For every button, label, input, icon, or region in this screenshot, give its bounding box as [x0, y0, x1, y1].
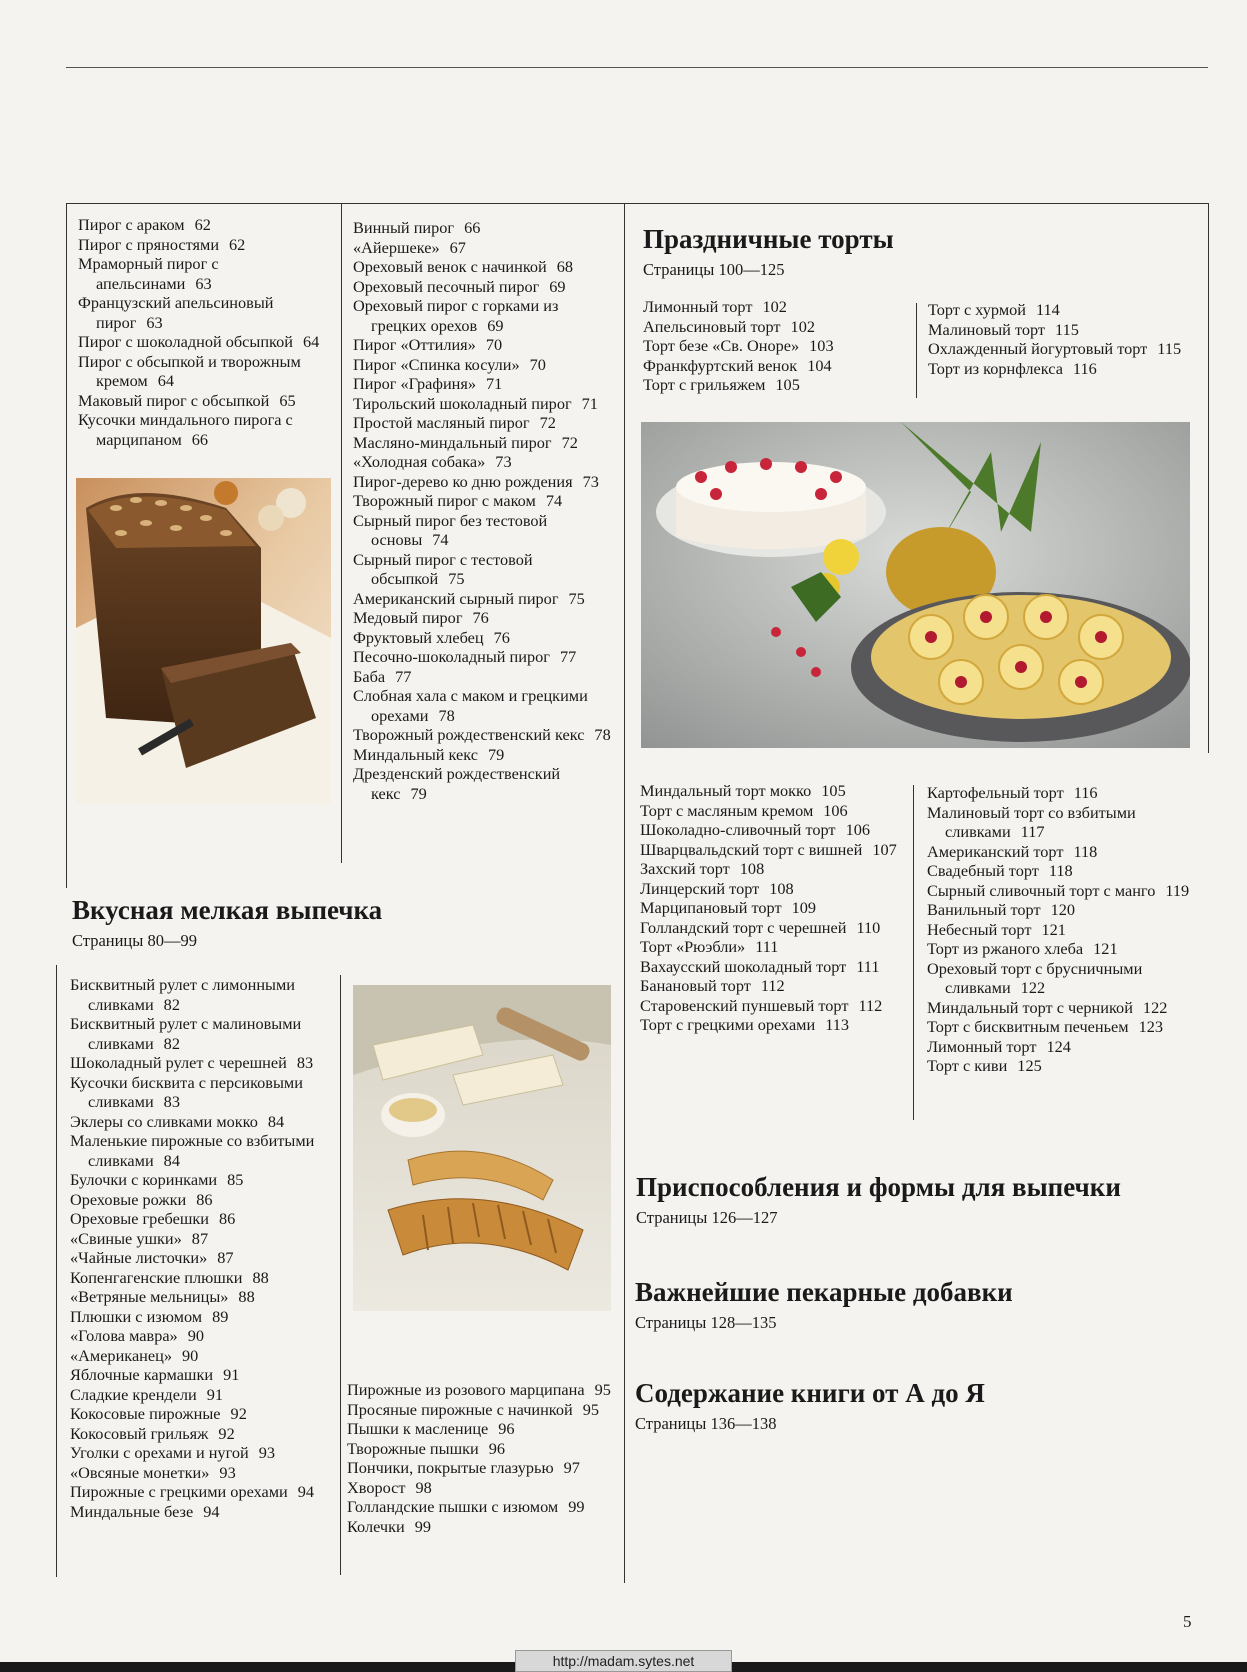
list-item: Вахаусский шоколадный торт 111	[640, 956, 880, 976]
list-item: Колечки 99	[347, 1516, 432, 1536]
cakes-b-right-list	[927, 783, 1205, 1076]
list-item: Шоколадно-сливочный торт 106	[640, 820, 870, 839]
page-number: 5	[1183, 1612, 1192, 1631]
section-title: Приспособления и формы для выпечки	[636, 1172, 1121, 1202]
list-item: Бисквитный рулет с малиновыми сливками 82	[70, 1014, 302, 1053]
col1-list	[78, 215, 333, 449]
list-item: Творожный пирог с маком 74	[353, 491, 563, 510]
section-pages: Страницы 100—125	[643, 260, 785, 279]
cake-photo-image	[641, 422, 1190, 748]
list-item: Пирог «Спинка косули» 70	[353, 354, 546, 374]
frame-right-rule	[1208, 203, 1209, 753]
list-item: «Холодная собака» 73	[353, 452, 512, 471]
cakes-a-left-list	[643, 297, 908, 395]
list-item: Марципановый торт 109	[640, 898, 816, 917]
list-item: Песочно-шоколадный пирог 77	[353, 647, 577, 666]
list-item: Картофельный торт 116	[927, 783, 1098, 802]
section-pages: Страницы 136—138	[635, 1414, 777, 1433]
list-item: «Голова мавра» 90	[70, 1326, 204, 1345]
section-pages: Страницы 126—127	[636, 1208, 778, 1227]
cakes-b-left-list	[640, 781, 910, 1035]
list-item: Миндальные безе 94	[70, 1501, 220, 1521]
list-item: Торт с киви 125	[927, 1056, 1042, 1075]
section-pages: Страницы 80—99	[72, 931, 197, 950]
index-section	[635, 1378, 1200, 1434]
list-item: Малиновый торт 115	[928, 319, 1079, 339]
list-item: Слобная хала с маком и грецкими орехами 78	[353, 686, 588, 725]
list-item: Плюшки с изюмом 89	[70, 1306, 229, 1326]
list-item: Ореховые рожки 86	[70, 1189, 213, 1209]
list-item: Апельсиновый торт 102	[643, 316, 815, 336]
list-item: Масляно-миндальный пирог 72	[353, 432, 578, 452]
list-item: Торт с бисквитным печеньем 123	[927, 1017, 1163, 1036]
list-item: Кокосовые пирожные 92	[70, 1404, 247, 1423]
list-item: Ореховый песочный пирог 69	[353, 276, 566, 296]
list-item: Копенгагенские плюшки 88	[70, 1267, 269, 1287]
section-title: Праздничные торты	[643, 224, 894, 254]
list-item: Торт с грецкими орехами 113	[640, 1015, 850, 1034]
list-item: Простой масляный пирог 72	[353, 413, 556, 432]
list-item: Небесный торт 121	[927, 919, 1066, 939]
pastry-photo	[353, 985, 611, 1311]
list-item: Торт из ржаного хлеба 121	[927, 939, 1118, 958]
list-item: Кусочки миндального пирога с марципаном 66	[78, 410, 293, 449]
list-item: Голландский торт с черешней 110	[640, 917, 881, 937]
top-rule	[66, 67, 1208, 68]
list-item: Сырный пирог без тестовой основы 74	[353, 510, 548, 549]
list-item: «Свиные ушки» 87	[70, 1228, 209, 1248]
list-item: Ореховый пирог с горками из грецких орехов 69	[353, 296, 559, 335]
list-item: Сырный сливочный торт с манго 119	[927, 880, 1190, 900]
list-item: Миндальный торт мокко 105	[640, 781, 846, 800]
list-item: Шварцвальдский торт с вишней 107	[640, 839, 897, 859]
section-title: Вкусная мелкая выпечка	[72, 895, 383, 925]
list-item: Маленькие пирожные со взбитыми сливками 84	[70, 1131, 315, 1170]
list-item: Торт «Рюэбли» 111	[640, 937, 779, 956]
frame-top-rule	[66, 203, 1208, 204]
list-item: «Американец» 90	[70, 1345, 199, 1365]
list-item: Малиновый торт со взбитыми сливками 117	[927, 802, 1136, 841]
list-item: Пирожные из розового марципана 95	[347, 1380, 611, 1399]
frame-col-rule	[341, 203, 342, 863]
col2-list	[353, 218, 615, 803]
list-item: Пирог с араком 62	[78, 215, 211, 234]
list-item: Тирольский шоколадный пирог 71	[353, 393, 598, 413]
list-item: Миндальный торт с черникой 122	[927, 997, 1168, 1017]
list-item: Баба 77	[353, 666, 412, 686]
list-item: Американский сырный пирог 75	[353, 588, 585, 608]
list-item: Линцерский торт 108	[640, 878, 794, 898]
cakes-b-divider	[913, 785, 914, 1120]
list-item: Медовый пирог 76	[353, 608, 489, 627]
list-item: «Айершеке» 67	[353, 237, 466, 257]
section-title: Важнейшие пекарные добавки	[635, 1277, 1013, 1307]
list-item: Охлажденный йогуртовый торт 115	[928, 339, 1182, 358]
list-item: Творожный рождественский кекс 78	[353, 725, 611, 744]
list-item: Булочки с коринками 85	[70, 1170, 244, 1189]
small-pastry-right-list	[347, 1380, 612, 1536]
list-item: «Ветряные мельницы» 88	[70, 1287, 255, 1306]
list-item: Пончики, покрытые глазурью 97	[347, 1458, 580, 1477]
list-item: Захский торт 108	[640, 859, 765, 878]
bread-photo-image	[76, 478, 331, 804]
list-item: Дрезденский рождественский кекс 79	[353, 764, 561, 803]
list-item: Яблочные кармашки 91	[70, 1365, 240, 1384]
list-item: Старовенский пуншевый торт 112	[640, 995, 883, 1015]
lower-left-rule	[56, 965, 57, 1577]
list-item: Мраморный пирог с апельсинами 63	[78, 254, 219, 293]
list-item: Американский торт 118	[927, 841, 1098, 861]
list-item: Бисквитный рулет с лимонными сливками 82	[70, 975, 295, 1014]
list-item: «Чайные листочки» 87	[70, 1248, 234, 1267]
footer-url[interactable]: http://madam.sytes.net	[515, 1650, 732, 1672]
list-item: Банановый торт 112	[640, 976, 785, 995]
list-item: Творожные пышки 96	[347, 1438, 506, 1458]
tools-section	[636, 1172, 1201, 1228]
cake-photo	[641, 422, 1190, 748]
list-item: Эклеры со сливками мокко 84	[70, 1111, 285, 1131]
list-item: «Овсяные монетки» 93	[70, 1462, 236, 1482]
list-item: Торт из корнфлекса 116	[928, 358, 1097, 378]
section-title: Содержание книги от А до Я	[635, 1378, 985, 1408]
list-item: Маковый пирог с обсыпкой 65	[78, 390, 296, 410]
list-item: Пирог с пряностями 62	[78, 234, 246, 254]
list-item: Шоколадный рулет с черешней 83	[70, 1053, 314, 1072]
lower-mid-rule	[340, 975, 341, 1575]
small-pastry-left-list	[70, 975, 335, 1521]
list-item: Франкфуртский венок 104	[643, 355, 832, 375]
pastry-photo-image	[353, 985, 611, 1311]
list-item: Ореховый торт с брусничными сливками 122	[927, 958, 1143, 997]
list-item: Свадебный торт 118	[927, 861, 1073, 880]
list-item: Торт безе «Св. Оноре» 103	[643, 336, 834, 355]
list-item: Пирог «Оттилия» 70	[353, 335, 503, 354]
list-item: Лимонный торт 124	[927, 1036, 1071, 1056]
list-item: Пирог «Графиня» 71	[353, 374, 503, 393]
list-item: Просяные пирожные с начинкой 95	[347, 1399, 600, 1419]
list-item: Пирог с шоколадной обсыпкой 64	[78, 332, 320, 351]
list-item: Ореховый венок с начинкой 68	[353, 257, 574, 276]
list-item: Фруктовый хлебец 76	[353, 627, 510, 647]
list-item: Сырный пирог с тестовой обсыпкой 75	[353, 549, 533, 588]
additives-section	[635, 1277, 1200, 1333]
list-item: Торт с хурмой 114	[928, 300, 1060, 319]
cakes-header	[643, 224, 1193, 280]
list-item: Винный пирог 66	[353, 218, 481, 237]
small-pastry-header	[72, 895, 612, 951]
list-item: Голландские пышки с изюмом 99	[347, 1497, 585, 1516]
list-item: Ореховые гребешки 86	[70, 1209, 236, 1228]
list-item: Торт с грильяжем 105	[643, 375, 800, 394]
frame-left-rule	[66, 203, 67, 888]
list-item: Кусочки бисквита с персиковыми сливками 83	[70, 1072, 303, 1111]
section-pages: Страницы 128—135	[635, 1313, 777, 1332]
list-item: Ванильный торт 120	[927, 900, 1076, 919]
list-item: Пышки к масленице 96	[347, 1419, 515, 1438]
frame-center-rule	[624, 203, 625, 1583]
list-item: Торт с масляным кремом 106	[640, 800, 848, 820]
list-item: Лимонный торт 102	[643, 297, 787, 316]
cakes-a-divider	[916, 303, 917, 398]
list-item: Хворост 98	[347, 1477, 432, 1497]
cakes-a-right-list	[928, 300, 1203, 378]
list-item: Пирог с обсыпкой и творожным кремом 64	[78, 351, 301, 390]
list-item: Уголки с орехами и нугой 93	[70, 1443, 275, 1462]
list-item: Пирог-дерево ко дню рождения 73	[353, 471, 599, 491]
list-item: Кокосовый грильяж 92	[70, 1423, 235, 1443]
list-item: Французский апельсиновый пирог 63	[78, 293, 274, 332]
list-item: Пирожные с грецкими орехами 94	[70, 1482, 315, 1501]
list-item: Миндальный кекс 79	[353, 744, 505, 764]
bread-photo	[76, 478, 331, 804]
list-item: Сладкие крендели 91	[70, 1384, 224, 1404]
